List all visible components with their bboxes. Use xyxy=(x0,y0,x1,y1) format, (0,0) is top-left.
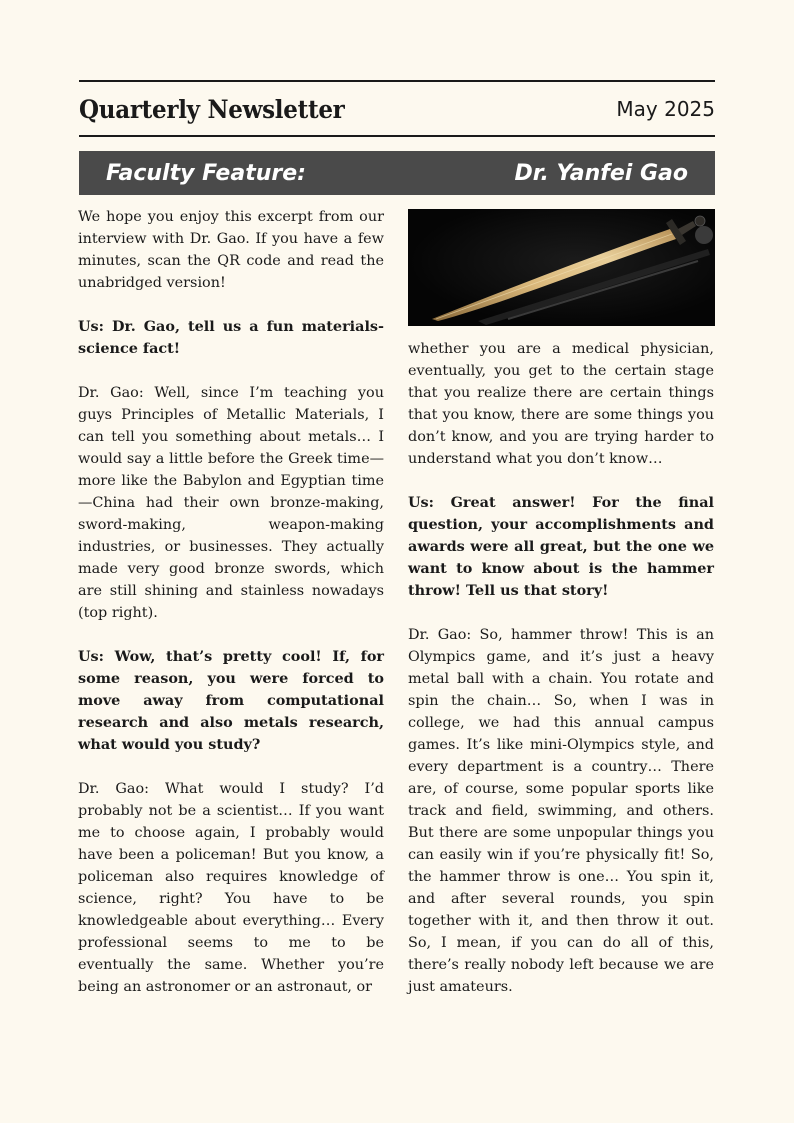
question-3: Us: Great answer! For the final question, your accomplishments and awards were all great, but the one we want to know about is the hammer throw! Tell us that story! xyxy=(408,494,714,599)
masthead-top-rule xyxy=(79,80,715,82)
answer-2: Dr. Gao: What would I study? I’d probably not be a scientist… If you want me to choose again, I probably would have been a policeman! But you know, a policeman also requires knowledge of science, right? You have to be knowledgeable about everything… Every professional seems to me to be eventually the same. Whether you’re being an astronomer or an astronaut, or xyxy=(78,781,384,995)
bronze-sword-photo xyxy=(408,209,715,326)
feature-label: Faculty Feature: xyxy=(106,160,306,186)
masthead xyxy=(79,86,715,132)
intro-paragraph: We hope you enjoy this excerpt from our interview with Dr. Gao. If you have a few minutes, scan the QR code and read the unabridged version! xyxy=(78,209,384,291)
masthead-bottom-rule xyxy=(79,135,715,137)
bronze-sword-icon xyxy=(408,209,715,326)
answer-3: Dr. Gao: So, hammer throw! This is an Olympics game, and it’s just a heavy metal ball with a chain. You rotate and spin the chain… So, when I was in college, we had this annual campus games. It’s like mini-Olympics style, and every department is a country… There are, of course, some popular sports like track and field, swimming, and others. But there are some unpopular things you can easily win if you’re physically fit! So, the hammer throw is one… You spin it, and after several rounds, you spin together with it, and then throw it out. So, I mean, if you can do all of this, there’s really nobody left because we are just amateurs. xyxy=(408,627,714,995)
newsletter-title: Quarterly Newsletter xyxy=(79,94,345,124)
question-2: Us: Wow, that’s pretty cool! If, for some reason, you were forced to move away from computational research and also metals research, what would you study? xyxy=(78,648,384,753)
left-column xyxy=(78,206,384,1020)
question-1: Us: Dr. Gao, tell us a fun materials-science fact! xyxy=(78,318,384,357)
feature-name: Dr. Yanfei Gao xyxy=(514,160,688,186)
issue-date: May 2025 xyxy=(616,97,715,121)
answer-1: Dr. Gao: Well, since I’m teaching you guys Principles of Metallic Materials, I can tell you something about metals… I would say a little before the Greek time—more like the Babylon and Egyptian time—China had their own bronze-making, sword-making, weapon-making industries, or businesses. They actually made very good bronze swords, which are still shining and stainless nowadays (top right). xyxy=(78,385,384,621)
answer-2-continued: whether you are a medical physician, eventually, you get to the certain stage that you realize there are certain things that you know, there are some things you don’t know, and you are trying harder to understand what you don’t know… xyxy=(408,341,714,467)
right-column xyxy=(408,338,714,1020)
feature-banner xyxy=(79,151,715,195)
